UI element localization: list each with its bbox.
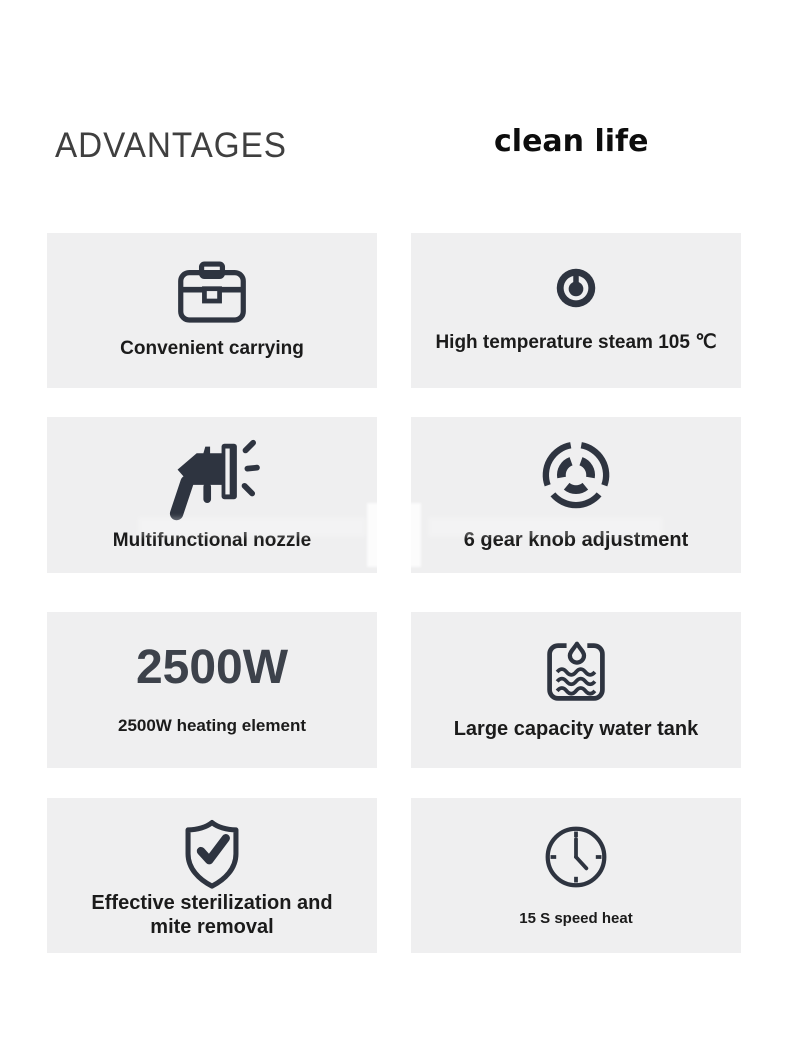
feature-label: Convenient carrying (120, 337, 304, 359)
feature-card-multifunctional-nozzle (47, 417, 377, 573)
clock-icon (543, 824, 609, 890)
feature-label: High temperature steam 105 ℃ (435, 332, 717, 354)
feature-label: Large capacity water tank (453, 718, 699, 740)
feature-card-high-temperature-steam (411, 233, 741, 388)
feature-card-speed-heat (411, 798, 741, 953)
feature-card-sterilization (47, 798, 377, 953)
feature-label: 2500W heating element (117, 715, 306, 735)
feature-label: 6 gear knob adjustment (463, 529, 689, 551)
water-tank-icon (543, 639, 609, 705)
feature-card-convenient-carrying (47, 233, 377, 388)
spray-nozzle-icon (164, 438, 260, 526)
briefcase-icon (176, 261, 248, 324)
power-steam-icon (554, 266, 598, 310)
feature-label: Multifunctional nozzle (112, 529, 312, 551)
feature-label: 15 S speed heat (519, 909, 633, 927)
shield-check-icon (177, 813, 247, 891)
feature-card-heating-element (47, 612, 377, 768)
feature-label: Effective sterilization and mite removal (91, 891, 333, 938)
advantages-heading: ADVANTAGES (55, 126, 287, 165)
feature-card-gear-knob-adjustment (411, 417, 741, 573)
knob-adjustment-icon (539, 438, 613, 512)
clean-life-heading: clean life (494, 124, 649, 159)
wattage-text: 2500W (135, 640, 289, 694)
feature-card-water-tank (411, 612, 741, 768)
